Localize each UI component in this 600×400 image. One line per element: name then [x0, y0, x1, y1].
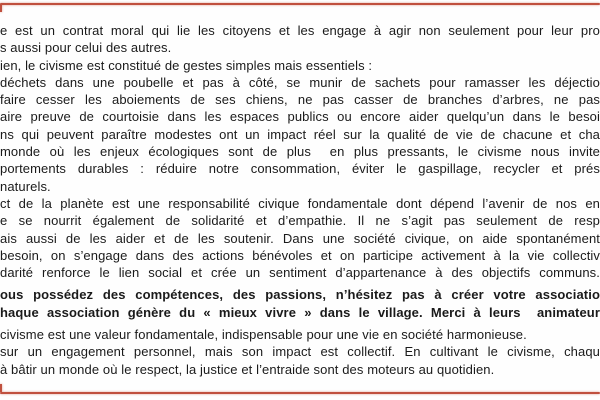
text-line: sur un engagement personnel, mais son impact est collectif. En cultivant le civisme, chaqu: [0, 344, 600, 360]
text-line: e se nourrit également de solidarité et d’empathie. Il ne s’agit pas seulement de resp: [0, 213, 600, 229]
paragraph: [0, 286, 600, 321]
text-line: ns qui peuvent paraître modestes ont un impact réel sur la qualité de vie de chacune et cha: [0, 126, 600, 142]
text-line: à bâtir un monde où le respect, la justice et l’entraide sont des moteurs au quotidien.: [0, 361, 495, 377]
text-line: déchets dans une poubelle et pas à côté, se munir de sachets pour ramasser les déjectio: [0, 74, 600, 90]
text-line: ais aussi de les aider et de les soutenir. Dans une société civique, on aide spontanément: [0, 230, 600, 246]
text-line: portements durables : réduire notre consommation, éviter le gaspillage, recycler et prés: [0, 161, 600, 177]
text-line: civisme est une valeur fondamentale, indispensable pour une vie en société harmonieuse.: [0, 327, 527, 343]
text-line: aire preuve de courtoisie dans les espaces publics ou encore aider quelqu’un dans le besoi: [0, 109, 600, 125]
text-line: ien, le civisme est constitué de gestes simples mais essentiels :: [0, 57, 373, 73]
paragraph: [0, 326, 600, 378]
text-line: e est un contrat moral qui lie les citoyens et les engage à agir non seulement pour leur pro: [0, 23, 600, 38]
text-line: besoin, on s’engage dans des actions bénévoles et on participe activement à la vie collectiv: [0, 247, 600, 263]
text-line: ous possédez des compétences, des passions, n’hésitez pas à créer votre associatio: [0, 287, 600, 303]
text-line: darité renforce le lien social et crée un sentiment d’appartenance à des objectifs communs.: [0, 265, 600, 281]
paragraph: [0, 22, 600, 281]
page-border-bottom-rule: [0, 392, 600, 394]
text-line: ct de la planète est une responsabilité civique fondamentale dont dépend l’avenir de nos en: [0, 195, 600, 211]
text-line: s aussi pour celui des autres.: [0, 40, 172, 56]
page-border-top-rule: [0, 3, 600, 5]
text-line: naturels.: [0, 178, 51, 194]
page-border-left-stub-top: [0, 4, 2, 12]
text-line: faire cesser les aboiements de ses chiens, ne pas casser de branches d’arbres, ne pas: [0, 92, 600, 108]
text-line: haque association génère du « mieux vivre » dans le village. Merci à leurs animateur: [0, 304, 600, 320]
page-border-left-stub-bottom: [0, 384, 2, 392]
document-text: [0, 22, 600, 378]
text-line: monde où les enjeux écologiques sont de plus en plus pressants, le civisme nous invite: [0, 144, 600, 160]
